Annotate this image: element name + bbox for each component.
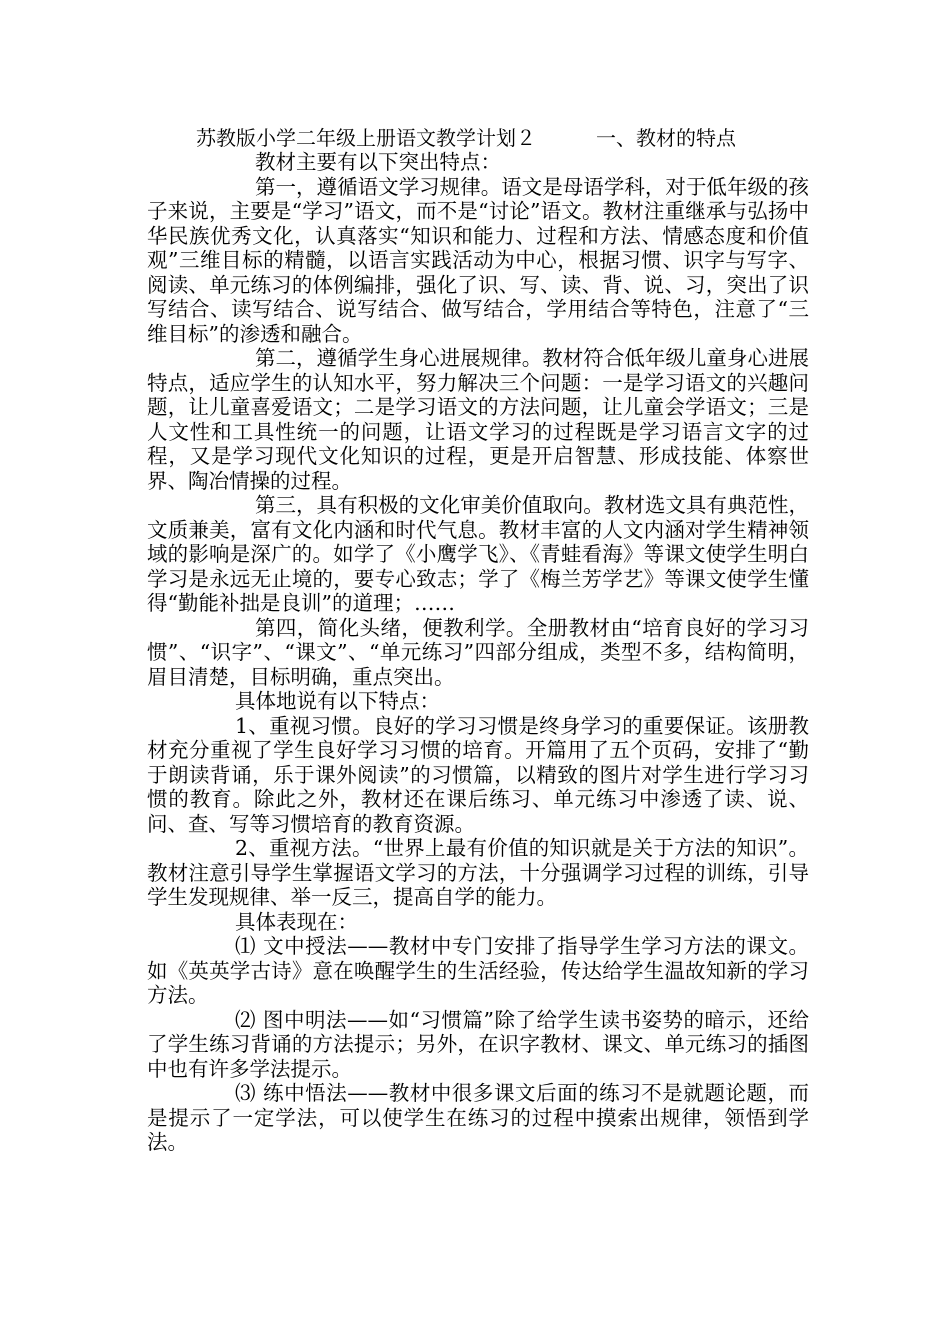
paragraph-fourth: 第四，简化头绪，便教利学。全册教材由“培育良好的学习习惯”、“识字”、“课文”、“单元练习”四部分组成，类型不多，结构简明，眉目清楚，目标明确，重点突出。: [147, 615, 809, 689]
paragraph-specifics-intro: 具体地说有以下特点：: [235, 689, 440, 713]
paragraph-second: 第二，遵循学生身心进展规律。教材符合低年级儿童身心进展特点，适应学生的认知水平，努力解决三个问题：一是学习语文的兴趣问题，让儿童喜爱语文；二是学习语文的方法问题，让儿童会学语文；三是人文性和工具性统一的问题，让语文学习的过程既是学习语言文字的过程，又是学习现代文化知识的过程，更是开启智慧、形成技能、体察世界、陶冶情操的过程。: [147, 346, 809, 493]
document-body: [147, 150, 809, 1155]
paragraph-third: 第三，具有积极的文化审美价值取向。教材选文具有典范性，文质兼美，富有文化内涵和时代气息。教材丰富的人文内涵对学生精神领域的影响是深广的。如学了《小鹰学飞》、《青蛙看海》等课文使学生明白学习是永远无止境的，要专心致志；学了《梅兰芳学艺》等课文使学生懂得“勤能补拙是良训”的道理；……: [147, 493, 809, 615]
paragraph-item-2: ⑵ 图中明法——如“习惯篇”除了给学生读书姿势的暗示，还给了学生练习背诵的方法提示；另外，在识字教材、课文、单元练习的插图中也有许多学法提示。: [147, 1007, 809, 1081]
paragraph-manifest-intro: 具体表现在：: [235, 909, 358, 934]
paragraph-intro: 教材主要有以下突出特点：: [255, 150, 501, 174]
section-heading: 一、教材的特点: [596, 126, 736, 150]
paragraph-item-3: ⑶ 练中悟法——教材中很多课文后面的练习不是就题论题，而是提示了一定学法，可以使学生在练习的过程中摸索出规律，领悟到学法。: [147, 1081, 809, 1154]
paragraph-first: 第一，遵循语文学习规律。语文是母语学科，对于低年级的孩子来说，主要是“学习”语文，而不是“讨论”语文。教材注重继承与弘扬中华民族优秀文化，认真落实“知识和能力、过程和方法、情感态度和价值观”三维目标的精髓，以语言实践活动为中心，根据习惯、识字与写字、阅读、单元练习的体例编排，强化了识、写、读、背、说、习，突出了识写结合、读写结合、说写结合、做写结合，学用结合等特色，注意了“三维目标”的渗透和融合。: [147, 174, 809, 346]
paragraph-methods: 2、重视方法。“世界上最有价值的知识就是关于方法的知识”。教材注意引导学生掌握语文学习的方法，十分强调学习过程的训练，引导学生发现规律、举一反三，提高自学的能力。: [147, 836, 809, 909]
paragraph-habits: 1、重视习惯。良好的学习习惯是终身学习的重要保证。该册教材充分重视了学生良好学习习惯的培育。开篇用了五个页码，安排了“勤于朗读背诵，乐于课外阅读”的习惯篇，以精致的图片对学生进行学习习惯的教育。除此之外，教材还在课后练习、单元练习中渗透了读、说、问、查、写等习惯培育的教育资源。: [147, 713, 809, 836]
paragraph-item-1: ⑴ 文中授法——教材中专门安排了指导学生学习方法的课文。如《英英学古诗》意在唤醒学生的生活经验，传达给学生温故知新的学习方法。: [147, 934, 809, 1007]
title-line: [196, 126, 816, 150]
document-title: 苏教版小学二年级上册语文教学计划２: [196, 126, 536, 150]
